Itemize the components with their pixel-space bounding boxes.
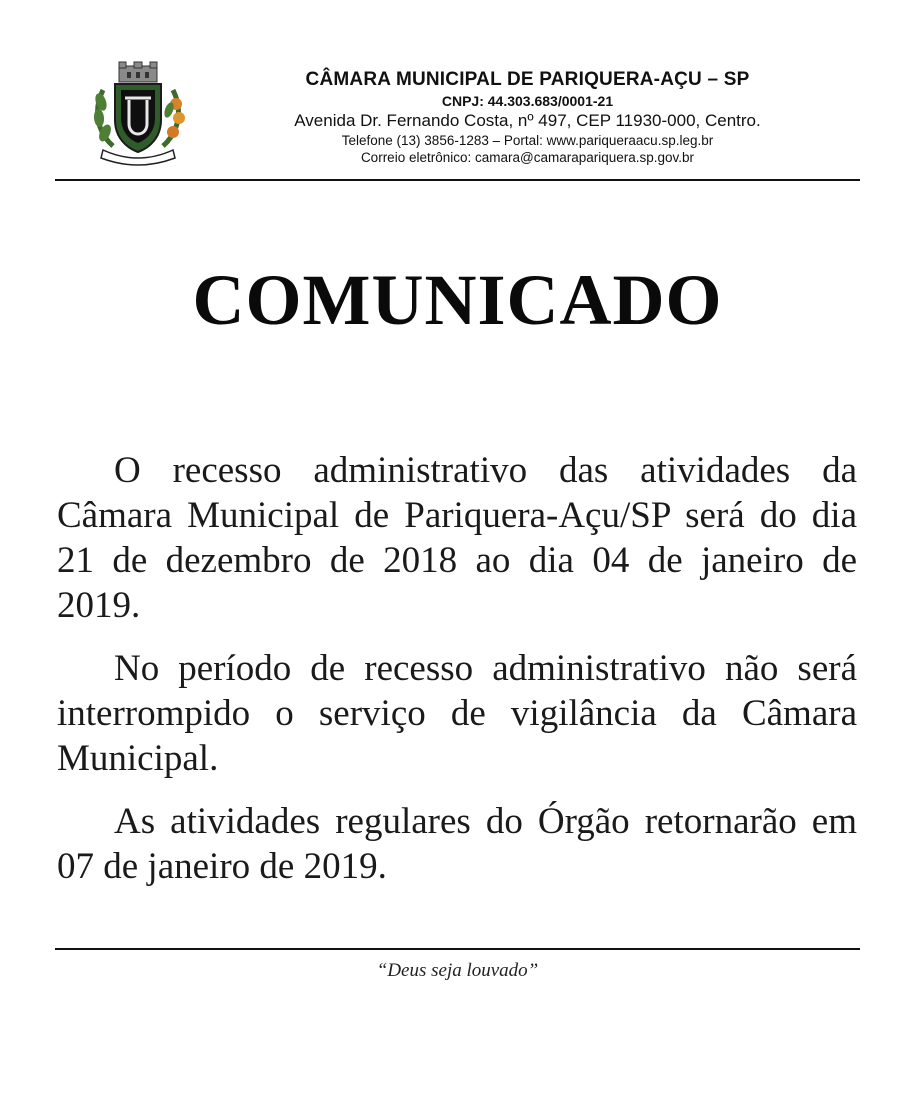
paragraph: As atividades regulares do Órgão retornarão em 07 de janeiro de 2019. [57, 801, 857, 887]
header-divider [55, 179, 860, 181]
document-body [57, 448, 857, 907]
paragraph: O recesso administrativo das atividades da Câmara Municipal de Pariquera-Açu/SP será do dia 21 de dezembro de 2018 ao dia 04 de janeiro de 2019. [57, 450, 857, 626]
footer-motto: “Deus seja louvado” [376, 960, 539, 981]
footer-divider [55, 948, 860, 950]
letterhead-text [195, 68, 860, 166]
paragraph: No período de recesso administrativo não será interrompido o serviço de vigilância da Câmara Municipal. [57, 648, 857, 779]
coat-of-arms-icon [83, 58, 193, 168]
document-title: COMUNICADO [192, 260, 723, 340]
email-line: Correio eletrônico: camara@camarapariquera.sp.gov.br [360, 150, 695, 165]
phone-portal-line: Telefone (13) 3856-1283 – Portal: www.pariqueraacu.sp.leg.br [341, 133, 714, 148]
institution-name: CÂMARA MUNICIPAL DE PARIQUERA-AÇU – SP [305, 69, 750, 90]
letterhead [55, 58, 860, 180]
cnpj-line: CNPJ: 44.303.683/0001-21 [441, 93, 614, 109]
address-line: Avenida Dr. Fernando Costa, nº 497, CEP 11930-000, Centro. [294, 111, 761, 130]
